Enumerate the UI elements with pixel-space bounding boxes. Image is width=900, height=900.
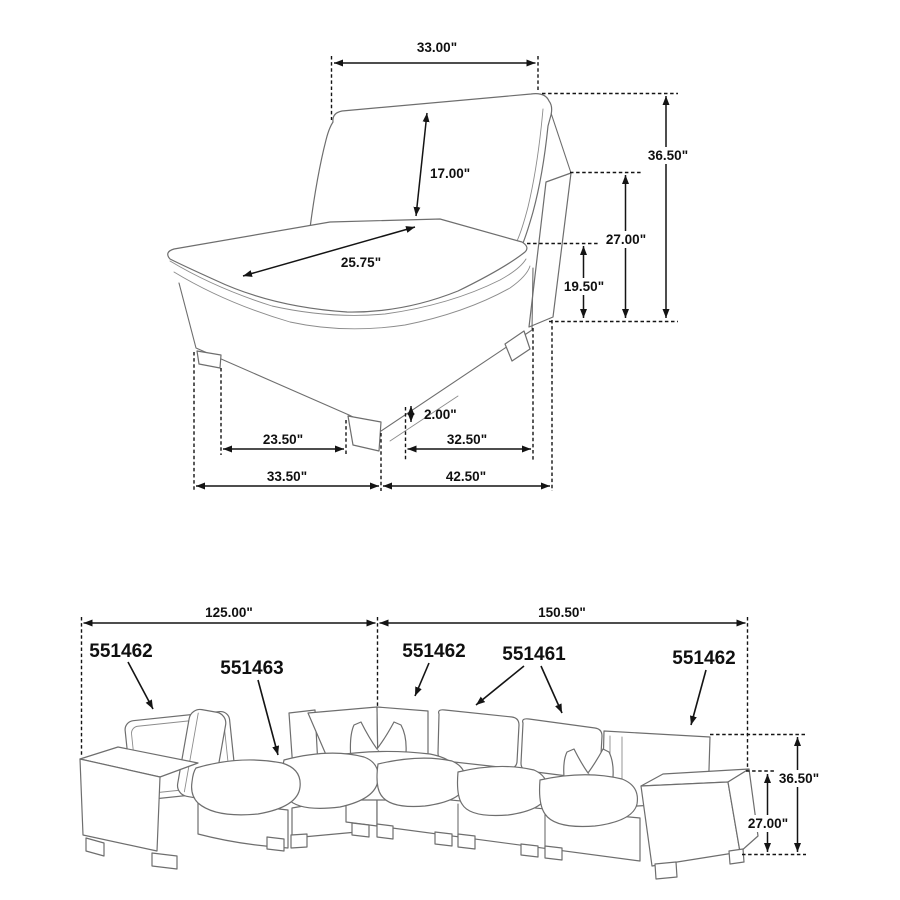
sofa-leg [291, 834, 307, 848]
sofa-leg [545, 846, 562, 860]
sofa-right-arm-seat [540, 775, 638, 827]
chair-dim-seat-height: 19.50" [563, 279, 605, 294]
part-pointer-middle-2 [541, 666, 562, 713]
sofa-right-arm-leg-1 [655, 862, 677, 879]
chair-front-right-leg [348, 416, 381, 451]
sofa-leg [267, 837, 284, 851]
chair-dim-overall-width: 33.50" [266, 469, 308, 484]
chair-dim-leg-height: 2.00" [424, 407, 457, 422]
part-pointer-armless-left [258, 680, 278, 755]
sofa-right-arm-front [641, 782, 740, 866]
sofa-middle-seat-2 [458, 766, 548, 815]
sofa-leg [521, 844, 538, 857]
part-label-corner: 551462 [402, 641, 466, 662]
sofa-right-arm-leg-2 [729, 849, 744, 864]
chair-back-frame-post [551, 113, 571, 173]
chair-dim-seat-diagonal: 25.75" [340, 255, 382, 270]
sofa-leg [377, 824, 393, 839]
sofa-middle-back-1 [438, 710, 519, 768]
sofa-leg [458, 834, 475, 849]
sofa-leg [435, 832, 452, 846]
sofa-dim-overall-height: 36.50" [778, 771, 820, 786]
chair-dim-overall-height: 36.50" [647, 148, 689, 163]
part-label-armless-left: 551463 [220, 658, 284, 679]
chair-rear-right-leg [505, 331, 530, 361]
part-pointer-right-arm [691, 670, 706, 725]
sofa-leg [352, 823, 369, 837]
chair-dim-base-depth: 32.50" [446, 432, 488, 447]
chair-dim-overall-depth: 42.50" [445, 469, 487, 484]
armless-chair-drawing [168, 94, 571, 451]
sofa-leg [152, 853, 177, 869]
chair-dim-seat-width: 23.50" [262, 432, 304, 447]
part-pointer-corner [415, 663, 429, 696]
sofa-left-arm-seat [192, 760, 301, 815]
part-label-middle: 551461 [502, 644, 566, 665]
sectional-drawing [80, 707, 758, 879]
sofa-dim-arm-height: 27.00" [747, 816, 789, 831]
chair-dim-back-height: 27.00" [605, 232, 647, 247]
chair-front-left-leg [197, 351, 221, 368]
part-pointer-middle-1 [476, 666, 524, 705]
chair-dim-back-width: 33.00" [416, 40, 458, 55]
chair-dim-back-cushion: 17.00" [430, 166, 471, 181]
part-label-left-arm: 551462 [89, 641, 153, 662]
sofa-left-arm-leg [86, 838, 104, 856]
part-pointer-left-arm [128, 662, 153, 709]
sofa-dim-left-length: 125.00" [205, 605, 253, 620]
sofa-dim-right-length: 150.50" [538, 605, 586, 620]
sofa-middle-seat-1 [377, 758, 465, 806]
part-label-right-arm: 551462 [672, 648, 736, 669]
